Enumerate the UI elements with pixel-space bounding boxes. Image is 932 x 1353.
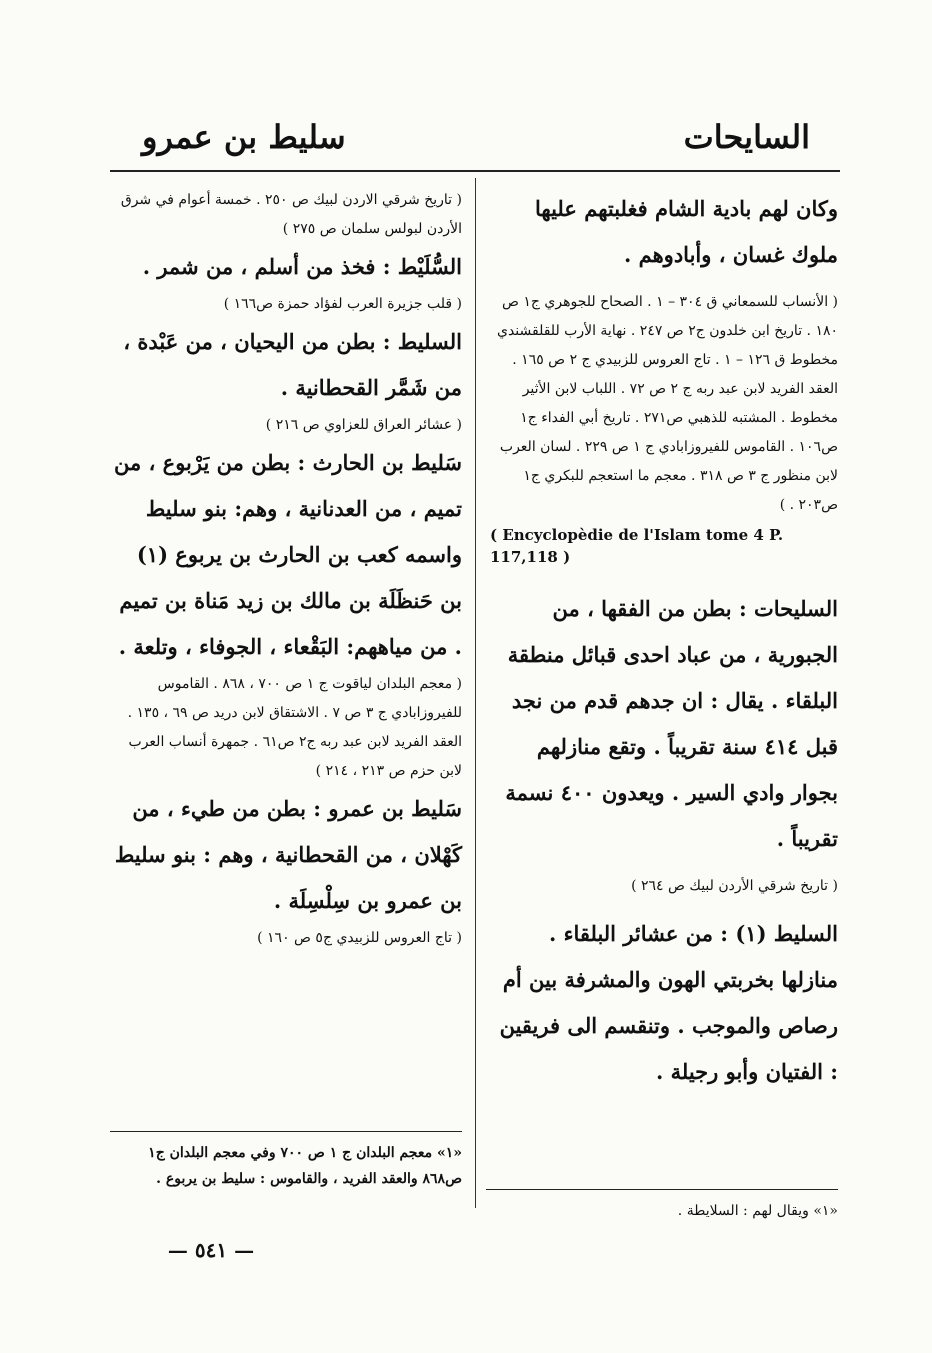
header-rule	[110, 170, 840, 172]
entry-text: وكان لهم بادية الشام فغلبتهم عليها ملوك غسان ، وأبادوهم .	[535, 196, 838, 267]
entry-text: سَليط بن عمرو : بطن من طيء ، من كَهْلان ، من القحطانية ، وهم : بنو سليط بن عمرو بن سِلْسِلَة .	[114, 796, 462, 913]
entry-reference: ( قلب جزيرة العرب لفؤاد حمزة ص١٦٦ )	[223, 296, 462, 312]
entry-reference: ( تاج العروس للزبيدي ج٥ ص ١٦٠ )	[257, 930, 462, 946]
entry-reference-latin: ( Encyclopèdie de l'Islam tome 4 P. 117,118 )	[490, 526, 784, 566]
column-divider	[475, 178, 476, 1208]
entry-reference: ( الأنساب للسمعاني ق ٣٠٤ – ١ . الصحاح للجوهري ج١ ص ١٨٠ . تاريخ ابن خلدون ج٢ ص ٢٤٧ . نهاية الأرب للقلقشندي مخطوط ق ١٢٦ – ١ . تاج العروس للزبيدي ج ٢ ص ١٦٥ . العقد الفريد لابن عبد ربه ج ٢ ص ٧٢ . اللباب لابن الأثير مخطوط . المشتبه للذهبي ص٢٧١ . تاريخ أبي الفداء ج١ ص١٠٦ . القاموس للفيروزابادي ج ١ ص ٢٢٩ . لسان العرب لابن منظور ج ٣ ص ٣١٨ . معجم ما استعجم للبكري ج١ ص٢٠٣ . )	[496, 294, 838, 513]
entry-text: السليط : بطن من اليحيان ، من عَبْدة ، من شَمَّر القحطانية .	[123, 329, 462, 400]
footnote-left: «١» معجم البلدان ج ١ ص ٧٠٠ وفي معجم البلدان ج١ ص٨٦٨ والعقد الفريد ، والقاموس : سليط بن يربوع .	[148, 1145, 462, 1187]
entry-text: السُّلَيْط : فخذ من أسلم ، من شمر .	[142, 254, 462, 279]
left-column	[112, 186, 462, 953]
running-header-right: السايحات	[683, 118, 810, 156]
entry-reference: ( تاريخ شرقي الأردن لبيك ص ٢٦٤ )	[631, 878, 838, 894]
page-number: — ٥٤١ —	[167, 1238, 255, 1262]
entry-reference: ( تاريخ شرقي الاردن لبيك ص ٢٥٠ . خمسة أعوام في شرق الأردن لبولس سلمان ص ٢٧٥ )	[120, 192, 462, 237]
entry-reference: ( عشائر العراق للعزاوي ص ٢١٦ )	[265, 417, 462, 433]
entry-text: السليحات : بطن من الفقها ، من الجبورية ، من عباد احدى قبائل منطقة البلقاء . يقال : ان جدهم قدم من نجد قبل ٤١٤ سنة تقريباً . وتقع منازلهم بجوار وادي السير . ويعدون ٤٠٠ نسمة تقريباً .	[505, 596, 838, 851]
footnote-right: «١» ويقال لهم : السلايطة .	[677, 1203, 838, 1219]
entry-text: سَليط بن الحارث : بطن من يَرْبوع ، من تميم ، من العدنانية ، وهم: بنو سليط واسمه كعب بن الحارث بن يربوع (١) بن حَنظَلَة بن مالك بن زيد مَناة بن تميم . من مياههم: البَقْعاء ، الجوفاء ، وتلعة .	[114, 450, 462, 659]
footnote-rule	[486, 1189, 838, 1190]
entry-reference: ( معجم البلدان لياقوت ج ١ ص ٧٠٠ ، ٨٦٨ . القاموس للفيروزابادي ج ٣ ص ٧ . الاشتقاق لابن دريد ص ٦٩ ، ١٣٥ . العقد الفريد لابن عبد ربه ج٢ ص٦١ . جمهرة أنساب العرب لابن حزم ص ٢١٣ ، ٢١٤ )	[127, 676, 462, 779]
running-header-left: سليط بن عمرو	[142, 118, 346, 156]
footnote-rule	[110, 1131, 462, 1132]
right-column	[490, 186, 838, 1095]
entry-text: السليط (١) : من عشائر البلقاء . منازلها بخربتي الهون والمشرفة بين أم رصاص والموجب . وتنقسم الى فريقين : الفتيان وأبو رجيلة .	[499, 921, 838, 1084]
